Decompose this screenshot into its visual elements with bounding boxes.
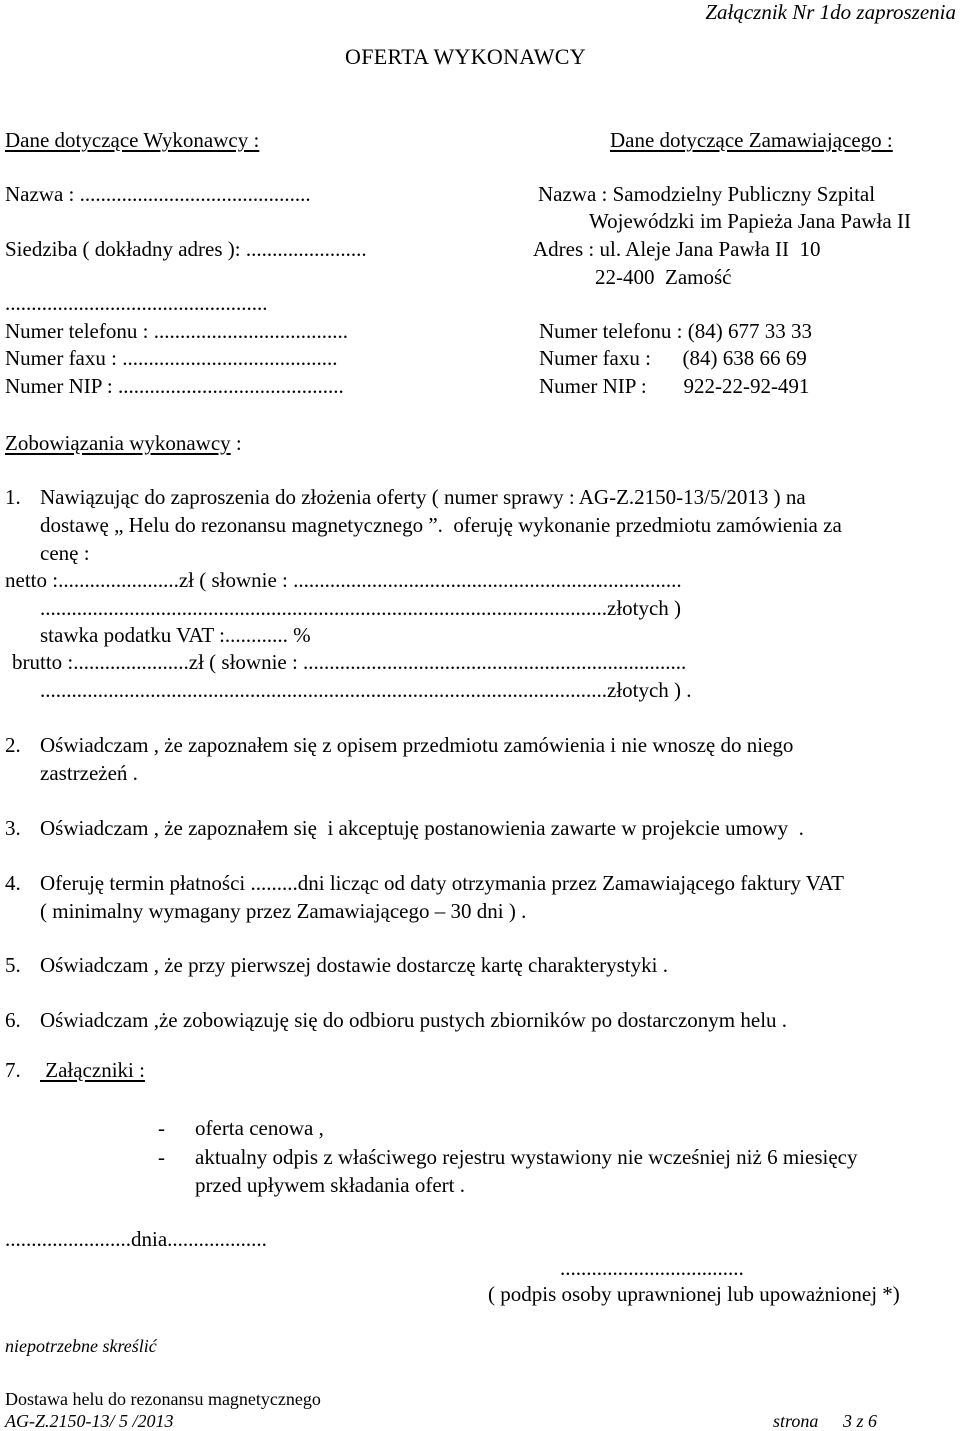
contractor-nip-field: Numer NIP : ........................................... bbox=[5, 374, 344, 398]
client-address-line-2: 22-400 Zamość bbox=[595, 265, 732, 289]
item-2-number: 2. bbox=[5, 733, 21, 757]
item-6-number: 6. bbox=[5, 1008, 21, 1032]
contractor-address-continuation: .................................................. bbox=[5, 291, 268, 315]
item-1-line-1: Nawiązując do zaproszenia do złożenia oferty ( numer sprawy : AG-Z.2150-13/5/2013 ) na bbox=[40, 485, 806, 509]
client-name-line-2: Wojewódzki im Papieża Jana Pawła II bbox=[589, 209, 911, 233]
annex-label: Załącznik Nr 1do zaproszenia bbox=[705, 0, 956, 24]
netto-words-continuation: ............................................................................................................złotych ) bbox=[40, 596, 682, 620]
attachment-2-line-1: aktualny odpis z właściwego rejestru wystawiony nie wcześniej niż 6 miesięcy bbox=[195, 1145, 858, 1169]
client-fax: Numer faxu : (84) 638 66 69 bbox=[539, 346, 807, 370]
brutto-words-continuation: ............................................................................................................złotych ) . bbox=[40, 678, 692, 702]
item-4-number: 4. bbox=[5, 871, 21, 895]
client-address-line-1: Adres : ul. Aleje Jana Pawła II 10 bbox=[533, 237, 821, 261]
client-nip: Numer NIP : 922-22-92-491 bbox=[539, 374, 810, 398]
attachment-2-line-2: przed upływem składania ofert . bbox=[195, 1173, 465, 1197]
contractor-fax-field: Numer faxu : ......................................... bbox=[5, 346, 338, 370]
attachment-1-bullet: - bbox=[158, 1116, 165, 1140]
item-1-line-2: dostawę „ Helu do rezonansu magnetycznego ”. oferuję wykonanie przedmiotu zamówienia za bbox=[40, 513, 842, 537]
footer-page-number: 3 z 6 bbox=[843, 1411, 878, 1431]
client-phone: Numer telefonu : (84) 677 33 33 bbox=[539, 319, 812, 343]
item-6-line-1: Oświadczam ,że zobowiązuję się do odbioru pustych zbiorników po dostarczonym helu . bbox=[40, 1008, 788, 1032]
brutto-price-field: brutto :......................zł ( słownie : ......................................................................... bbox=[12, 650, 687, 674]
vat-rate-field: stawka podatku VAT :............ % bbox=[40, 623, 311, 647]
item-2-line-1: Oświadczam , że zapoznałem się z opisem przedmiotu zamówienia i nie wnoszę do niego bbox=[40, 733, 794, 757]
item-1-line-3: cenę : bbox=[40, 541, 90, 565]
item-2-line-2: zastrzeżeń . bbox=[40, 761, 138, 785]
netto-price-field: netto :.......................zł ( słownie : .......................................................................... bbox=[5, 568, 682, 592]
item-3-number: 3. bbox=[5, 816, 21, 840]
footer-subject: Dostawa helu do rezonansu magnetycznego bbox=[5, 1389, 321, 1409]
page-title: OFERTA WYKONAWCY bbox=[345, 44, 586, 69]
attachment-2-bullet: - bbox=[158, 1145, 165, 1169]
contractor-name-field: Nazwa : ............................................ bbox=[5, 182, 311, 206]
item-5-number: 5. bbox=[5, 953, 21, 977]
item-5-line-1: Oświadczam , że przy pierwszej dostawie dostarczę kartę charakterystyki . bbox=[40, 953, 668, 977]
attachments-heading: Załączniki : bbox=[40, 1058, 145, 1082]
item-3-line-1: Oświadczam , że zapoznałem się i akceptuję postanowienia zawarte w projekcie umowy . bbox=[40, 816, 804, 840]
footnote: niepotrzebne skreślić bbox=[5, 1336, 157, 1356]
item-1-number: 1. bbox=[5, 485, 21, 509]
contractor-address-field: Siedziba ( dokładny adres ): ....................... bbox=[5, 237, 367, 261]
item-4-line-1: Oferuję termin płatności .........dni licząc od daty otrzymania przez Zamawiającego faktury VAT bbox=[40, 871, 844, 895]
item-7-number: 7. bbox=[5, 1058, 21, 1082]
attachment-1: oferta cenowa , bbox=[195, 1116, 324, 1140]
footer-case-number: AG-Z.2150-13/ 5 /2013 bbox=[5, 1411, 174, 1431]
signature-line: ................................... bbox=[560, 1256, 744, 1280]
client-heading: Dane dotyczące Zamawiającego : bbox=[610, 128, 893, 152]
contractor-heading: Dane dotyczące Wykonawcy : bbox=[5, 128, 260, 152]
obligations-heading: Zobowiązania wykonawcy : bbox=[5, 431, 242, 455]
contractor-phone-field: Numer telefonu : ..................................... bbox=[5, 319, 348, 343]
item-4-line-2: ( minimalny wymagany przez Zamawiającego – 30 dni ) . bbox=[40, 899, 527, 923]
footer-page-label: strona bbox=[773, 1411, 819, 1431]
signature-caption: ( podpis osoby uprawnionej lub upoważnionej *) bbox=[488, 1282, 900, 1306]
client-name-line-1: Nazwa : Samodzielny Publiczny Szpital bbox=[538, 182, 876, 206]
place-date-field: ........................dnia................... bbox=[5, 1227, 267, 1251]
